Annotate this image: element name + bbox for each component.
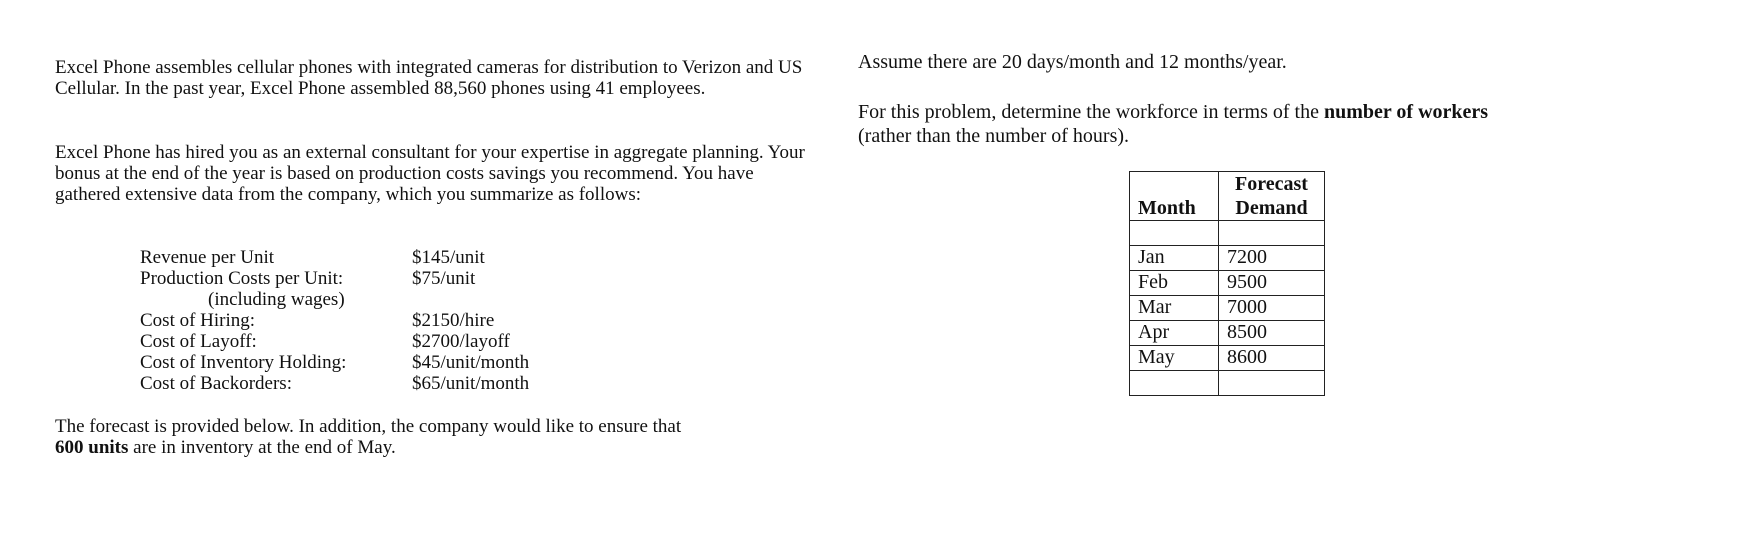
table-row [1130,246,1325,271]
table-row [1130,321,1325,346]
cost-row [140,352,529,373]
cost-value: $2150/hire [412,310,495,331]
cost-row [140,373,529,394]
table-row-empty [1130,371,1325,396]
header-month: Month [1130,172,1219,221]
demand-cell: 8500 [1219,321,1325,346]
forecast-table [1129,171,1325,396]
cost-label: Production Costs per Unit: [140,268,344,289]
month-cell: Jan [1130,246,1219,271]
month-cell: May [1130,346,1219,371]
cost-label-note: (including wages) [208,289,345,310]
intro-text: Excel Phone assembles cellular phones with integrated cameras for distribution to Verizon and US Cellular. In the past year, Excel Phone assembled 88,560 phones using 41 employees. [55,57,803,99]
table-row [1130,346,1325,371]
cost-row [140,247,529,268]
header-demand: Forecast Demand [1219,172,1325,221]
cost-value: $45/unit/month [412,352,530,373]
cost-label: Revenue per Unit [140,247,275,268]
demand-cell: 9500 [1219,271,1325,296]
demand-cell: 7000 [1219,296,1325,321]
cost-label: Cost of Backorders: [140,373,292,394]
table-row-empty [1130,221,1325,246]
month-cell: Apr [1130,321,1219,346]
table-row [1130,296,1325,321]
problem-line-2: (rather than the number of hours). [858,125,1130,147]
cost-list [140,247,529,394]
forecast-text: The forecast is provided below. In addition, the company would like to ensure that [55,416,682,437]
inventory-target: 600 units [55,437,129,458]
problem-emphasis: number of workers [1324,101,1489,123]
consultant-paragraph [55,142,820,205]
consultant-text: Excel Phone has hired you as an external consultant for your expertise in aggregate planning. Your bonus at the end of the year is based on production costs savings you recommend. You have gathered extensive data from the company, which you summarize as follows: [55,142,805,205]
month-cell: Mar [1130,296,1219,321]
cost-value: $145/unit [412,247,485,268]
cost-row [140,310,529,331]
month-cell: Feb [1130,271,1219,296]
demand-cell: 7200 [1219,246,1325,271]
cost-value: $75/unit [412,268,476,289]
demand-cell: 8600 [1219,346,1325,371]
intro-paragraph [55,57,815,99]
table-row [1130,271,1325,296]
cost-label: Cost of Hiring: [140,310,256,331]
cost-row [140,268,529,289]
assumption-text [858,50,1287,74]
problem-text [858,100,1638,148]
forecast-text-end: are in inventory at the end of May. [128,437,396,458]
table-header [1130,172,1325,221]
problem-line: For this problem, determine the workforce in terms of the [858,101,1324,123]
cost-label: Cost of Layoff: [140,331,257,352]
forecast-paragraph [55,416,835,458]
cost-label: Cost of Inventory Holding: [140,352,347,373]
cost-value: $2700/layoff [412,331,510,352]
cost-row [140,331,529,352]
cost-row [140,289,529,310]
assumption-line: Assume there are 20 days/month and 12 months/year. [858,51,1287,73]
cost-value: $65/unit/month [412,373,530,394]
